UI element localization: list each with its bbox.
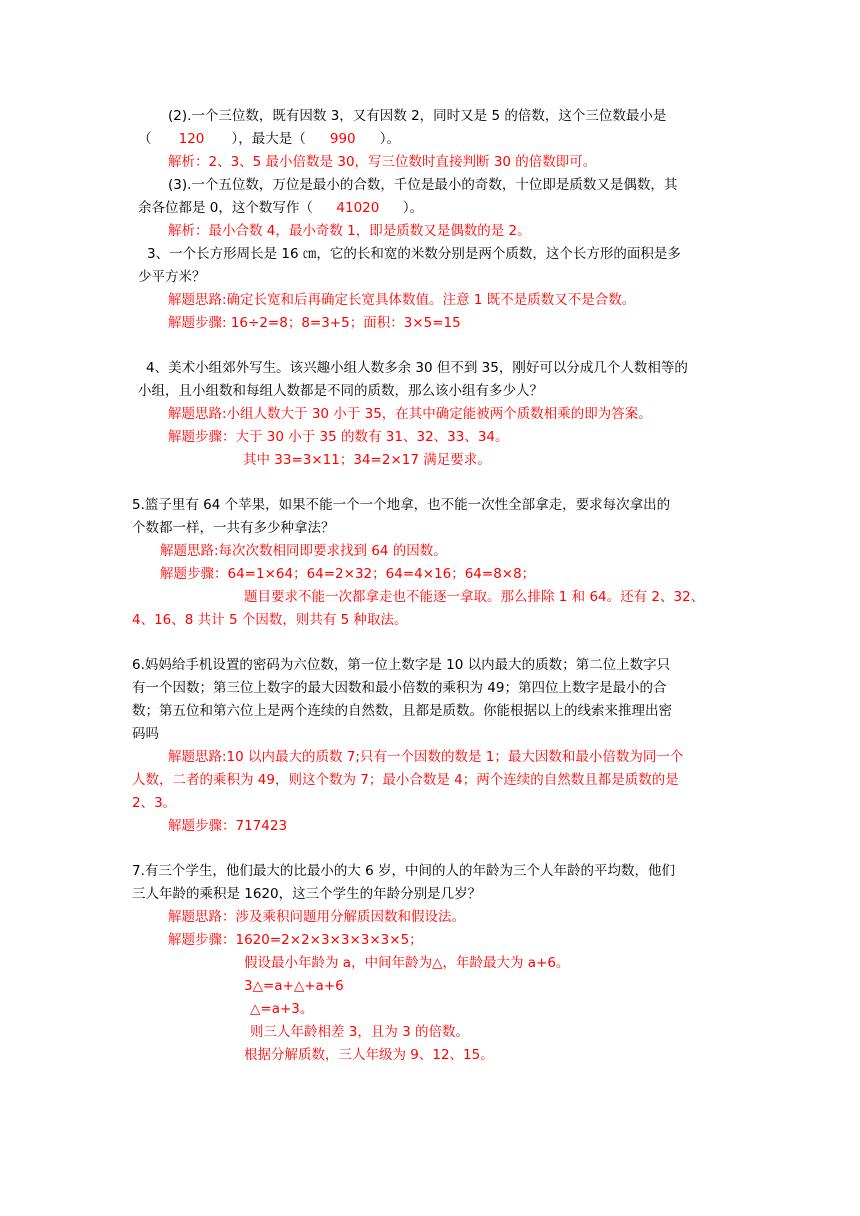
q6-steps: 解题步骤：717423 xyxy=(168,818,288,834)
q2-3-pre-text: 余各位都是 0，这个数写作（ xyxy=(138,200,313,216)
q5-steps-line1: 解题步骤：64=1×64；64=2×32；64=4×16；64=8×8； xyxy=(160,566,536,582)
q2-2-answer-max: 990 xyxy=(329,131,356,147)
q2-2-analysis: 解析：2、3、5 最小倍数是 30，写三位数时直接判断 30 的倍数即可。 xyxy=(168,154,597,170)
q5-steps-line3: 4、16、8 共计 5 个因数，则共有 5 种取法。 xyxy=(132,612,408,628)
q2-3-analysis: 解析：最小合数 4，最小奇数 1，即是质数又是偶数的是 2。 xyxy=(168,223,531,239)
q6-idea-line3: 2、3。 xyxy=(132,795,177,811)
q7-steps-line3: 3△=a+△+a+6 xyxy=(244,978,344,994)
q2-2-mid-text: ），最大是（ xyxy=(231,131,306,147)
q2-3-text-line2 xyxy=(138,197,423,219)
q7-idea: 解题思路：涉及乘积问题用分解质因数和假设法。 xyxy=(168,909,465,925)
q2-2-text-line2 xyxy=(138,128,400,150)
q5-text-line2: 个数都一样，一共有多少种拿法？ xyxy=(132,520,335,536)
q7-steps-line2: 假设最小年龄为 a，中间年龄为△，年龄最大为 a+6。 xyxy=(244,955,570,971)
q5-idea: 解题思路:每次次数相同即要求找到 64 的因数。 xyxy=(160,543,447,559)
q2-2-answer-min: 120 xyxy=(178,131,205,147)
q4-text-line1: 4、美术小组郊外写生。该兴趣小组人数多余 30 但不到 35，刚好可以分成几个人数相等的 xyxy=(146,360,688,376)
q7-steps-line4: △=a+3。 xyxy=(250,1001,314,1017)
q7-text-line2: 三人年龄的乘积是 1620，这三个学生的年龄分别是几岁？ xyxy=(132,886,482,902)
q2-3-answer: 41020 xyxy=(336,200,380,216)
q6-idea-line2: 人数，二者的乘积为 49，则这个数为 7；最小合数是 4；两个连续的自然数且都是质数的是 xyxy=(132,772,679,788)
q5-text-line1: 5.篮子里有 64 个苹果，如果不能一个一个地拿，也不能一次性全部拿走，要求每次拿出的 xyxy=(132,497,671,513)
q5-steps-line2: 题目要求不能一次都拿走也不能逐一拿取。那么排除 1 和 64。还有 2、32、 xyxy=(244,589,705,605)
q7-text-line1: 7.有三个学生，他们最大的比最小的大 6 岁，中间的人的年龄为三个人年龄的平均数，他们 xyxy=(132,863,676,879)
q2-3-text-line1: (3).一个五位数，万位是最小的合数，千位是最小的奇数，十位即是质数又是偶数，其 xyxy=(168,177,678,193)
q6-text-line2: 有一个因数；第三位上数字的最大因数和最小倍数的乘积为 49；第四位上数字是最小的合 xyxy=(132,680,667,696)
q2-2-text-line1: (2).一个三位数，既有因数 3，又有因数 2，同时又是 5 的倍数，这个三位数最小是 xyxy=(168,108,667,124)
q3-text-line2: 少平方米？ xyxy=(138,269,206,285)
q2-2-open-paren: （ xyxy=(138,131,152,147)
q4-steps-line1: 解题步骤：大于 30 小于 35 的数有 31、32、33、34。 xyxy=(168,429,509,445)
q6-text-line1: 6.妈妈给手机设置的密码为六位数，第一位上数字是 10 以内最大的质数；第二位上数字只 xyxy=(132,657,671,673)
q3-text-line1: 3、一个长方形周长是 16 ㎝，它的长和宽的米数分别是两个质数，这个长方形的面积是多 xyxy=(147,246,681,262)
q6-text-line3: 数；第五位和第六位上是两个连续的自然数，且都是质数。你能根据以上的线索来推理出密 xyxy=(132,703,672,719)
q4-idea: 解题思路:小组人数大于 30 小于 35，在其中确定能被两个质数相乘的即为答案。 xyxy=(168,406,652,422)
q2-2-close-paren: ）。 xyxy=(379,131,400,147)
q3-steps: 解题步骤: 16÷2=8；8=3+5；面积：3×5=15 xyxy=(168,315,461,331)
q6-idea-line1: 解题思路:10 以内最大的质数 7;只有一个因数的数是 1；最大因数和最小倍数为同一个 xyxy=(168,749,684,765)
q4-steps-line2: 其中 33=3×11；34=2×17 满足要求。 xyxy=(243,452,491,468)
q6-text-line4: 码吗 xyxy=(132,726,159,742)
q4-text-line2: 小组，且小组数和每组人数都是不同的质数，那么该小组有多少人？ xyxy=(138,383,543,399)
q7-steps-line1: 解题步骤：1620=2×2×3×3×3×3×5； xyxy=(168,932,423,948)
q7-steps-line5: 则三人年龄相差 3，且为 3 的倍数。 xyxy=(250,1024,470,1040)
q3-idea: 解题思路:确定长宽和后再确定长宽具体数值。注意 1 既不是质数又不是合数。 xyxy=(168,292,636,308)
q2-3-close-paren: ）。 xyxy=(402,200,424,216)
q7-steps-line6: 根据分解质数，三人年级为 9、12、15。 xyxy=(244,1047,494,1063)
